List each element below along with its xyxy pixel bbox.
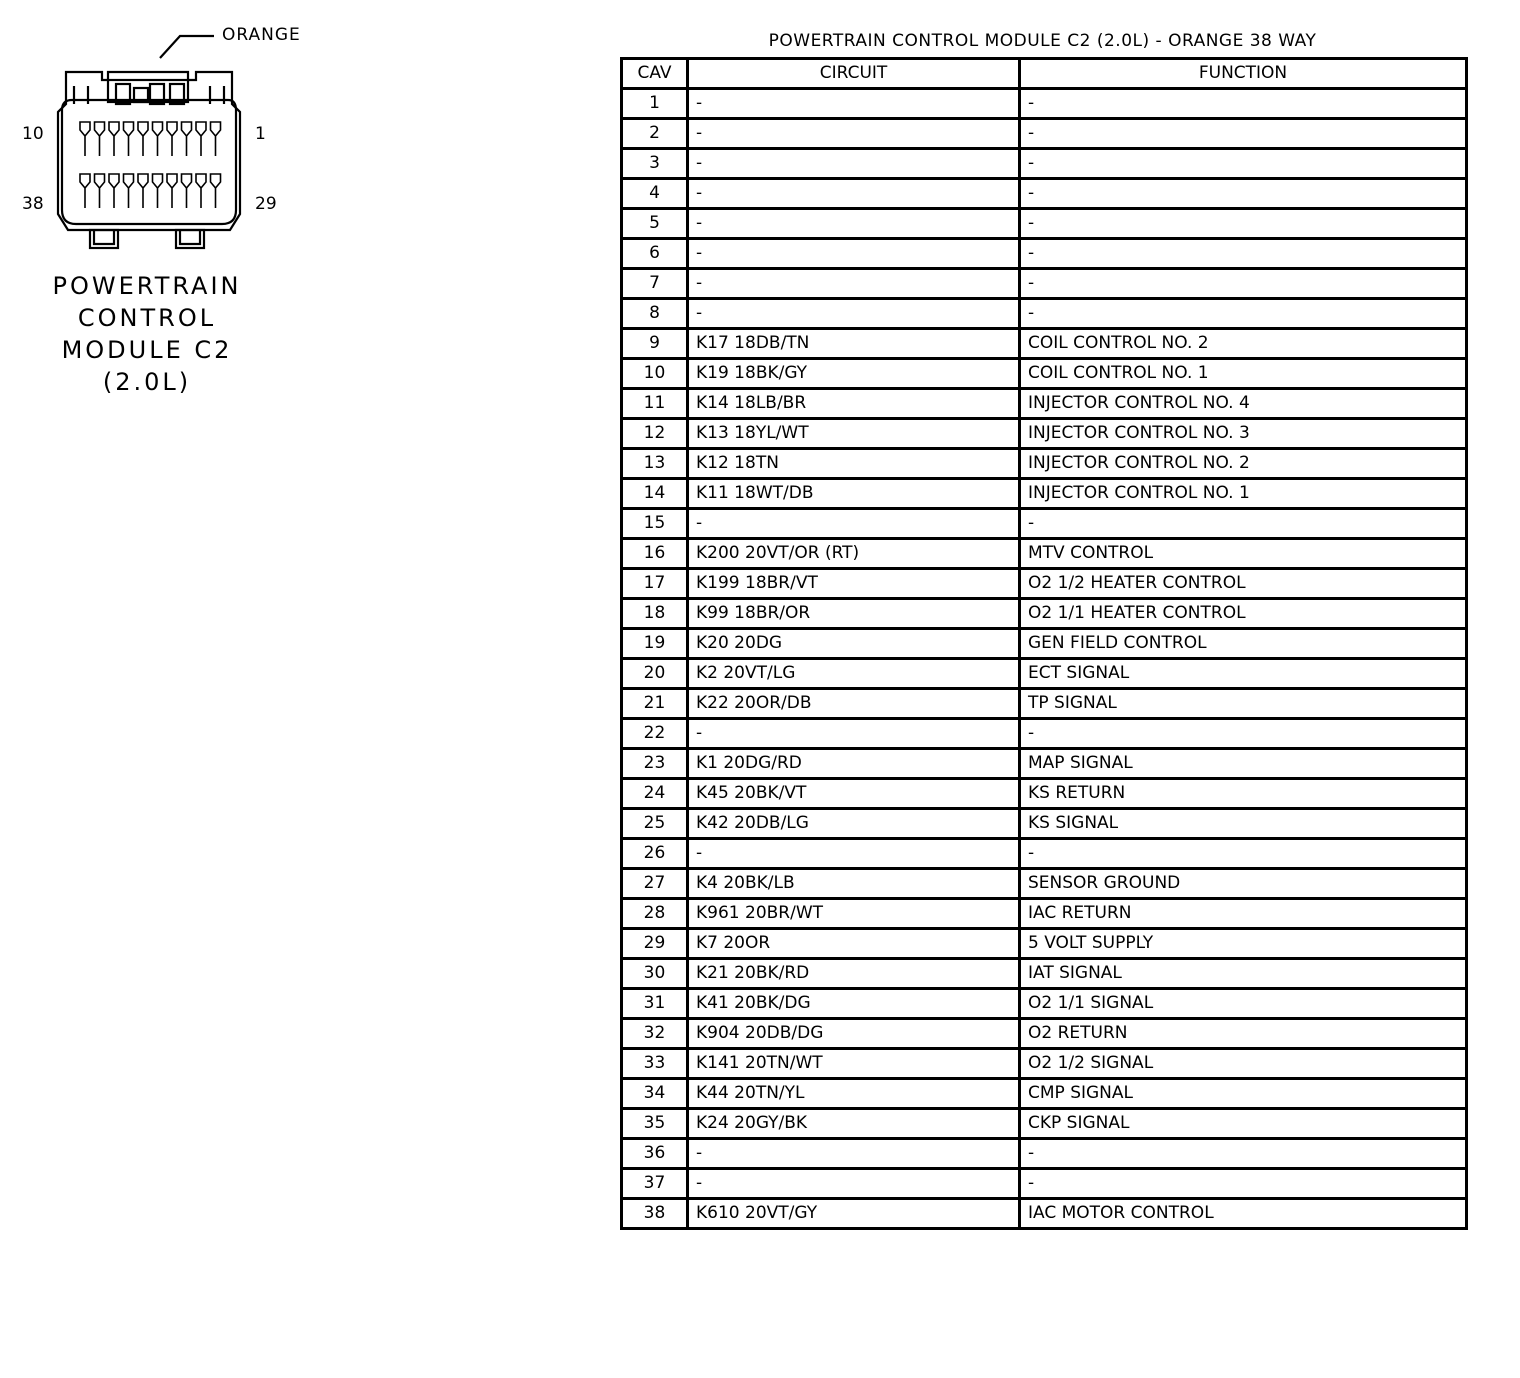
table-row bbox=[622, 299, 1467, 329]
circuit-cell: K22 20OR/DB bbox=[688, 689, 1020, 719]
circuit-cell: K2 20VT/LG bbox=[688, 659, 1020, 689]
table-row bbox=[622, 179, 1467, 209]
table-row bbox=[622, 1019, 1467, 1049]
circuit-cell: - bbox=[688, 209, 1020, 239]
function-cell: - bbox=[1020, 179, 1467, 209]
cav-cell: 21 bbox=[622, 689, 688, 719]
pin-label-bottom-left: 38 bbox=[22, 194, 44, 214]
cav-cell: 26 bbox=[622, 839, 688, 869]
circuit-cell: K19 18BK/GY bbox=[688, 359, 1020, 389]
caption-line: MODULE C2 bbox=[61, 336, 233, 364]
table-row bbox=[622, 1169, 1467, 1199]
pin-cavity bbox=[80, 174, 90, 208]
table-row bbox=[622, 629, 1467, 659]
function-cell: KS SIGNAL bbox=[1020, 809, 1467, 839]
table-row bbox=[622, 509, 1467, 539]
table-row bbox=[622, 1139, 1467, 1169]
pin-cavity bbox=[167, 122, 177, 156]
table-header-row bbox=[622, 59, 1467, 89]
pin-cavity bbox=[80, 122, 90, 156]
table-row bbox=[622, 689, 1467, 719]
cav-cell: 25 bbox=[622, 809, 688, 839]
header-function: FUNCTION bbox=[1020, 59, 1467, 89]
header-cav: CAV bbox=[622, 59, 688, 89]
circuit-cell: - bbox=[688, 119, 1020, 149]
table-row bbox=[622, 389, 1467, 419]
connector-diagram bbox=[0, 0, 320, 420]
function-cell: CKP SIGNAL bbox=[1020, 1109, 1467, 1139]
connector-color-label: ORANGE bbox=[222, 25, 301, 45]
cav-cell: 36 bbox=[622, 1139, 688, 1169]
circuit-cell: K20 20DG bbox=[688, 629, 1020, 659]
cav-cell: 17 bbox=[622, 569, 688, 599]
function-cell: O2 1/1 HEATER CONTROL bbox=[1020, 599, 1467, 629]
table-row bbox=[622, 269, 1467, 299]
table-row bbox=[622, 359, 1467, 389]
circuit-cell: K11 18WT/DB bbox=[688, 479, 1020, 509]
function-cell: - bbox=[1020, 209, 1467, 239]
table-row bbox=[622, 929, 1467, 959]
cav-cell: 29 bbox=[622, 929, 688, 959]
function-cell: O2 RETURN bbox=[1020, 1019, 1467, 1049]
cav-cell: 15 bbox=[622, 509, 688, 539]
function-cell: INJECTOR CONTROL NO. 4 bbox=[1020, 389, 1467, 419]
pin-cavity bbox=[138, 174, 148, 208]
circuit-cell: K45 20BK/VT bbox=[688, 779, 1020, 809]
circuit-cell: K99 18BR/OR bbox=[688, 599, 1020, 629]
caption-line: CONTROL bbox=[77, 304, 217, 332]
function-cell: - bbox=[1020, 269, 1467, 299]
table-row bbox=[622, 899, 1467, 929]
cav-cell: 14 bbox=[622, 479, 688, 509]
function-cell: - bbox=[1020, 119, 1467, 149]
pin-cavity bbox=[138, 122, 148, 156]
cav-cell: 1 bbox=[622, 89, 688, 119]
circuit-cell: K4 20BK/LB bbox=[688, 869, 1020, 899]
pin-cavity bbox=[182, 122, 192, 156]
table-row bbox=[622, 1049, 1467, 1079]
table-row bbox=[622, 209, 1467, 239]
table-row bbox=[622, 419, 1467, 449]
cav-cell: 28 bbox=[622, 899, 688, 929]
circuit-cell: - bbox=[688, 839, 1020, 869]
cav-cell: 13 bbox=[622, 449, 688, 479]
pin-cavity bbox=[211, 174, 221, 208]
function-cell: COIL CONTROL NO. 1 bbox=[1020, 359, 1467, 389]
table-body bbox=[622, 89, 1467, 1229]
table-row bbox=[622, 839, 1467, 869]
circuit-cell: K12 18TN bbox=[688, 449, 1020, 479]
circuit-cell: - bbox=[688, 299, 1020, 329]
circuit-cell: K17 18DB/TN bbox=[688, 329, 1020, 359]
table-row bbox=[622, 659, 1467, 689]
function-cell: O2 1/2 SIGNAL bbox=[1020, 1049, 1467, 1079]
pin-label-top-right: 1 bbox=[255, 124, 266, 144]
cav-cell: 31 bbox=[622, 989, 688, 1019]
circuit-cell: - bbox=[688, 179, 1020, 209]
table-row bbox=[622, 119, 1467, 149]
table-row bbox=[622, 239, 1467, 269]
pin-cavity bbox=[153, 174, 163, 208]
circuit-cell: K13 18YL/WT bbox=[688, 419, 1020, 449]
pin-cavity bbox=[109, 122, 119, 156]
pin-cavity bbox=[124, 122, 134, 156]
circuit-cell: K44 20TN/YL bbox=[688, 1079, 1020, 1109]
table-row bbox=[622, 869, 1467, 899]
cav-cell: 27 bbox=[622, 869, 688, 899]
cav-cell: 24 bbox=[622, 779, 688, 809]
circuit-cell: - bbox=[688, 89, 1020, 119]
circuit-cell: K42 20DB/LG bbox=[688, 809, 1020, 839]
circuit-cell: K141 20TN/WT bbox=[688, 1049, 1020, 1079]
table-row bbox=[622, 449, 1467, 479]
caption-line: POWERTRAIN bbox=[52, 272, 242, 300]
function-cell: MAP SIGNAL bbox=[1020, 749, 1467, 779]
function-cell: O2 1/2 HEATER CONTROL bbox=[1020, 569, 1467, 599]
cav-cell: 18 bbox=[622, 599, 688, 629]
cav-cell: 12 bbox=[622, 419, 688, 449]
function-cell: INJECTOR CONTROL NO. 2 bbox=[1020, 449, 1467, 479]
table-row bbox=[622, 1199, 1467, 1229]
cav-cell: 32 bbox=[622, 1019, 688, 1049]
circuit-cell: - bbox=[688, 509, 1020, 539]
circuit-cell: K1 20DG/RD bbox=[688, 749, 1020, 779]
pin-cavity bbox=[167, 174, 177, 208]
cav-cell: 22 bbox=[622, 719, 688, 749]
cav-cell: 11 bbox=[622, 389, 688, 419]
cav-cell: 16 bbox=[622, 539, 688, 569]
function-cell: - bbox=[1020, 719, 1467, 749]
table-row bbox=[622, 89, 1467, 119]
circuit-cell: - bbox=[688, 149, 1020, 179]
circuit-cell: K14 18LB/BR bbox=[688, 389, 1020, 419]
table-row bbox=[622, 1109, 1467, 1139]
circuit-cell: K7 20OR bbox=[688, 929, 1020, 959]
pin-cavity bbox=[124, 174, 134, 208]
cav-cell: 35 bbox=[622, 1109, 688, 1139]
circuit-cell: K41 20BK/DG bbox=[688, 989, 1020, 1019]
function-cell: - bbox=[1020, 1169, 1467, 1199]
function-cell: COIL CONTROL NO. 2 bbox=[1020, 329, 1467, 359]
pin-label-bottom-right: 29 bbox=[255, 194, 277, 214]
function-cell: IAC RETURN bbox=[1020, 899, 1467, 929]
header-circuit: CIRCUIT bbox=[688, 59, 1020, 89]
cav-cell: 37 bbox=[622, 1169, 688, 1199]
pin-cavity bbox=[182, 174, 192, 208]
table-row bbox=[622, 599, 1467, 629]
circuit-cell: K24 20GY/BK bbox=[688, 1109, 1020, 1139]
cav-cell: 33 bbox=[622, 1049, 688, 1079]
circuit-cell: - bbox=[688, 1139, 1020, 1169]
pin-cavity bbox=[211, 122, 221, 156]
table-row bbox=[622, 719, 1467, 749]
cav-cell: 38 bbox=[622, 1199, 688, 1229]
circuit-cell: - bbox=[688, 269, 1020, 299]
function-cell: - bbox=[1020, 509, 1467, 539]
pin-cavity bbox=[95, 122, 105, 156]
table-row bbox=[622, 749, 1467, 779]
cav-cell: 34 bbox=[622, 1079, 688, 1109]
function-cell: - bbox=[1020, 299, 1467, 329]
cav-cell: 9 bbox=[622, 329, 688, 359]
cav-cell: 7 bbox=[622, 269, 688, 299]
table-row bbox=[622, 539, 1467, 569]
function-cell: - bbox=[1020, 239, 1467, 269]
circuit-cell: K199 18BR/VT bbox=[688, 569, 1020, 599]
table-row bbox=[622, 959, 1467, 989]
table-row bbox=[622, 149, 1467, 179]
cav-cell: 3 bbox=[622, 149, 688, 179]
circuit-cell: K904 20DB/DG bbox=[688, 1019, 1020, 1049]
pinout-table bbox=[620, 57, 1468, 1230]
function-cell: GEN FIELD CONTROL bbox=[1020, 629, 1467, 659]
cav-cell: 4 bbox=[622, 179, 688, 209]
function-cell: - bbox=[1020, 149, 1467, 179]
connector-caption bbox=[40, 270, 254, 398]
function-cell: - bbox=[1020, 89, 1467, 119]
function-cell: 5 VOLT SUPPLY bbox=[1020, 929, 1467, 959]
function-cell: - bbox=[1020, 1139, 1467, 1169]
function-cell: CMP SIGNAL bbox=[1020, 1079, 1467, 1109]
table-row bbox=[622, 989, 1467, 1019]
table-row bbox=[622, 1079, 1467, 1109]
function-cell: MTV CONTROL bbox=[1020, 539, 1467, 569]
circuit-cell: K961 20BR/WT bbox=[688, 899, 1020, 929]
caption-line: (2.0L) bbox=[102, 368, 192, 396]
function-cell: IAC MOTOR CONTROL bbox=[1020, 1199, 1467, 1229]
pin-cavity bbox=[196, 174, 206, 208]
table-title: POWERTRAIN CONTROL MODULE C2 (2.0L) - ORANGE 38 WAY bbox=[768, 31, 1317, 51]
pin-cavities bbox=[80, 122, 221, 208]
pin-cavity bbox=[95, 174, 105, 208]
function-cell: TP SIGNAL bbox=[1020, 689, 1467, 719]
table-row bbox=[622, 569, 1467, 599]
cav-cell: 10 bbox=[622, 359, 688, 389]
cav-cell: 6 bbox=[622, 239, 688, 269]
function-cell: O2 1/1 SIGNAL bbox=[1020, 989, 1467, 1019]
cav-cell: 30 bbox=[622, 959, 688, 989]
cav-cell: 8 bbox=[622, 299, 688, 329]
circuit-cell: K200 20VT/OR (RT) bbox=[688, 539, 1020, 569]
circuit-cell: - bbox=[688, 719, 1020, 749]
function-cell: INJECTOR CONTROL NO. 1 bbox=[1020, 479, 1467, 509]
cav-cell: 23 bbox=[622, 749, 688, 779]
function-cell: ECT SIGNAL bbox=[1020, 659, 1467, 689]
table-row bbox=[622, 479, 1467, 509]
cav-cell: 5 bbox=[622, 209, 688, 239]
circuit-cell: K610 20VT/GY bbox=[688, 1199, 1020, 1229]
function-cell: SENSOR GROUND bbox=[1020, 869, 1467, 899]
cav-cell: 20 bbox=[622, 659, 688, 689]
table-row bbox=[622, 809, 1467, 839]
function-cell: KS RETURN bbox=[1020, 779, 1467, 809]
table-row bbox=[622, 329, 1467, 359]
pin-label-top-left: 10 bbox=[22, 124, 44, 144]
function-cell: INJECTOR CONTROL NO. 3 bbox=[1020, 419, 1467, 449]
table-row bbox=[622, 779, 1467, 809]
cav-cell: 19 bbox=[622, 629, 688, 659]
circuit-cell: K21 20BK/RD bbox=[688, 959, 1020, 989]
circuit-cell: - bbox=[688, 239, 1020, 269]
function-cell: IAT SIGNAL bbox=[1020, 959, 1467, 989]
pin-cavity bbox=[109, 174, 119, 208]
pin-cavity bbox=[196, 122, 206, 156]
function-cell: - bbox=[1020, 839, 1467, 869]
circuit-cell: - bbox=[688, 1169, 1020, 1199]
cav-cell: 2 bbox=[622, 119, 688, 149]
pin-cavity bbox=[153, 122, 163, 156]
